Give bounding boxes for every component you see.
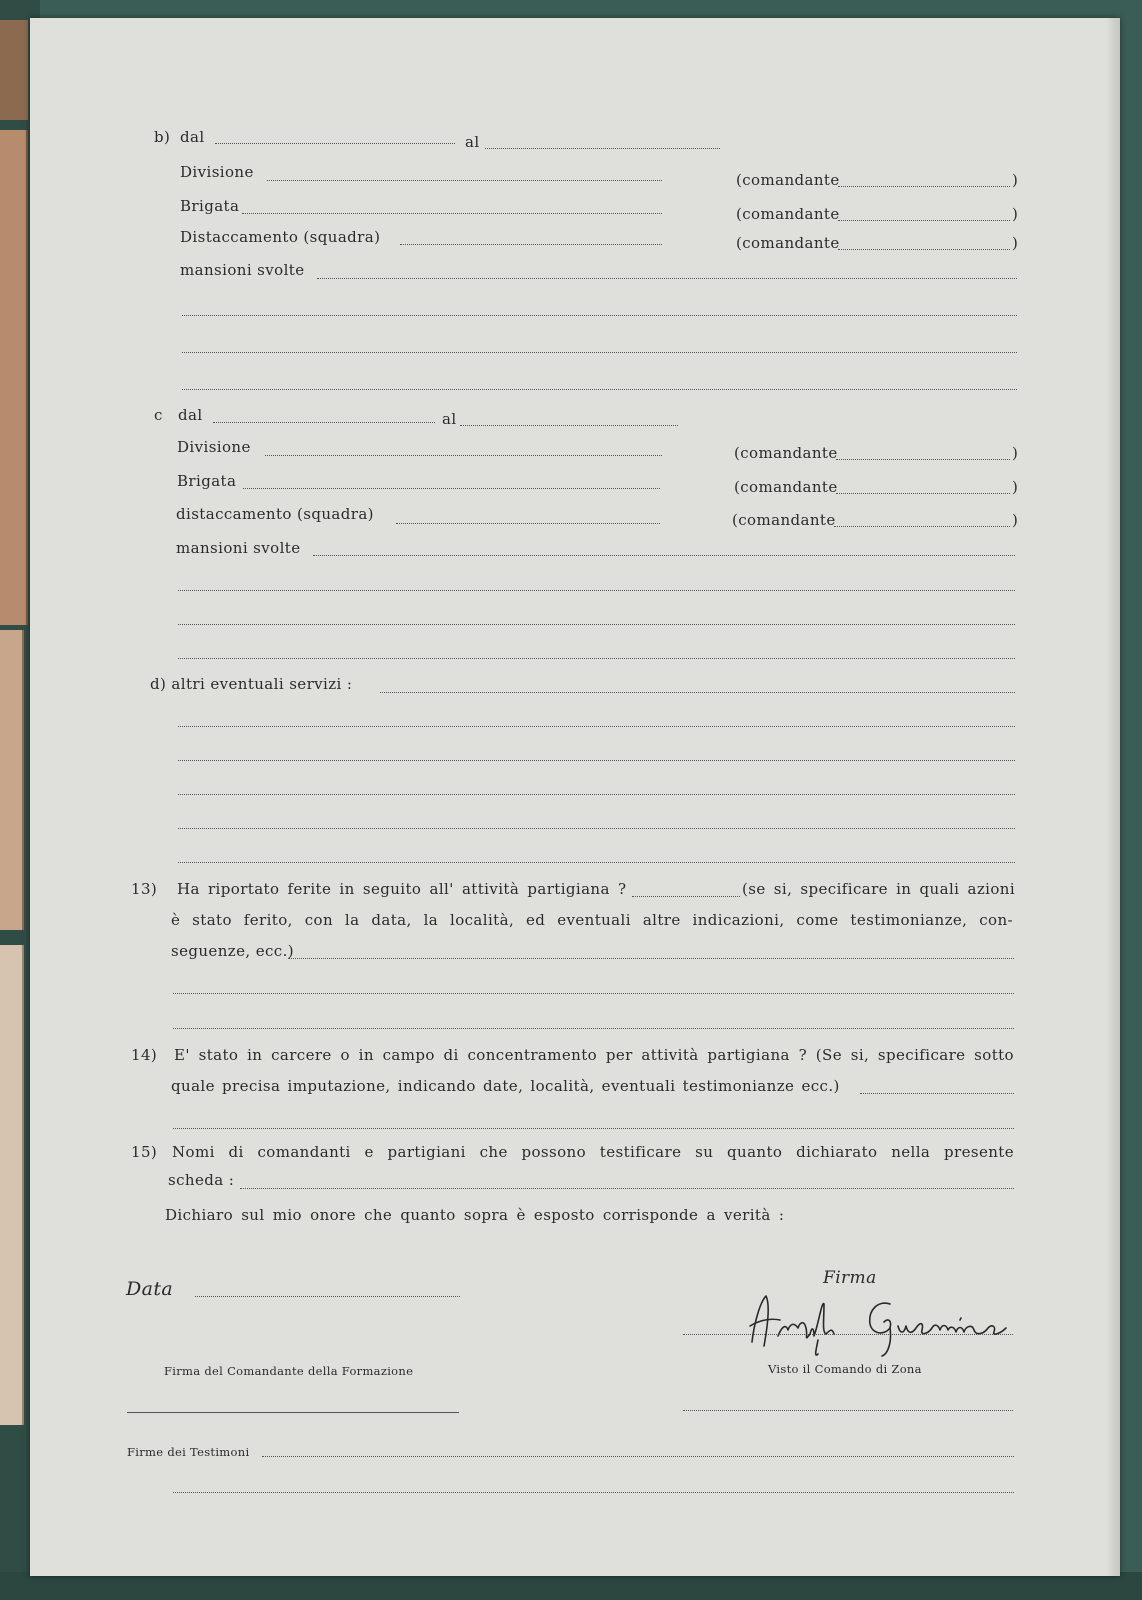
section-c-mansioni-line[interactable] <box>178 590 1015 591</box>
background-book <box>0 130 28 625</box>
section-b-al-label: al <box>465 133 480 151</box>
q14-line[interactable] <box>173 1128 1014 1129</box>
testimoni-line[interactable] <box>173 1492 1014 1493</box>
section-c-distaccamento-field[interactable] <box>396 523 660 524</box>
q14-question: E' stato in carcere o in campo di concentramento per attività partigiana ? (Se si, specificare sotto <box>174 1046 1014 1064</box>
q15-question: Nomi di comandanti e partigiani che possono testificare su quanto dichiarato nella presente <box>172 1143 1014 1161</box>
section-b-al-field[interactable] <box>485 148 720 149</box>
section-c-al-field[interactable] <box>460 425 678 426</box>
section-b-distaccamento-comandante-label: (comandante <box>736 234 840 252</box>
section-b-brigata-label: Brigata <box>180 197 240 215</box>
comandante-formazione-field[interactable] <box>127 1412 459 1413</box>
comando-zona-label: Visto il Comando di Zona <box>768 1362 922 1376</box>
section-b-dal-field[interactable] <box>215 143 455 144</box>
section-b-mansioni-line[interactable] <box>182 352 1017 353</box>
declaration-text: Dichiaro sul mio onore che quanto sopra è esposto corrisponde a verità : <box>165 1206 785 1224</box>
section-c-divisione-field[interactable] <box>265 455 662 456</box>
section-c-mansioni-line[interactable] <box>178 658 1015 659</box>
section-b-divisione-comandante-field[interactable] <box>838 186 1010 187</box>
background-book <box>0 20 28 120</box>
section-b-mansioni-line[interactable] <box>182 315 1017 316</box>
section-d-line[interactable] <box>178 862 1015 863</box>
section-c-brigata-comandante-label: (comandante <box>734 478 838 496</box>
q14-question-cont: quale precisa imputazione, indicando date, località, eventuali testimonianze ecc.) <box>171 1077 840 1095</box>
section-b-distaccamento-label: Distaccamento (squadra) <box>180 228 381 246</box>
q13-number: 13) <box>131 880 158 898</box>
paren: ) <box>1012 234 1019 252</box>
section-b-divisione-label: Divisione <box>180 163 254 181</box>
section-c-brigata-field[interactable] <box>243 488 660 489</box>
section-c-mansioni-label: mansioni svolte <box>176 539 301 557</box>
q13-instructions-end: seguenze, ecc.) <box>171 942 294 960</box>
section-b-marker: b) <box>154 128 171 146</box>
background-book <box>0 630 24 930</box>
paren: ) <box>1012 205 1019 223</box>
q13-field[interactable] <box>288 958 1014 959</box>
section-c-divisione-comandante-label: (comandante <box>734 444 838 462</box>
section-b-divisione-comandante-label: (comandante <box>736 171 840 189</box>
section-b-mansioni-label: mansioni svolte <box>180 261 305 279</box>
section-d-label: d) altri eventuali servizi : <box>150 675 353 693</box>
section-b-distaccamento-field[interactable] <box>400 244 662 245</box>
section-c-marker: c <box>154 406 163 424</box>
q13-line[interactable] <box>173 993 1014 994</box>
section-b-dal-label: dal <box>180 128 205 146</box>
testimoni-label: Firme dei Testimoni <box>127 1445 250 1459</box>
q13-question: Ha riportato ferite in seguito all' attività partigiana ? <box>177 880 627 898</box>
q13-answer-field[interactable] <box>632 896 740 897</box>
section-b-distaccamento-comandante-field[interactable] <box>838 249 1010 250</box>
section-c-distaccamento-comandante-field[interactable] <box>834 526 1010 527</box>
section-c-al-label: al <box>442 410 457 428</box>
section-c-divisione-comandante-field[interactable] <box>836 459 1010 460</box>
section-c-divisione-label: Divisione <box>177 438 251 456</box>
q15-field[interactable] <box>240 1188 1014 1189</box>
section-c-dal-label: dal <box>178 406 203 424</box>
section-c-brigata-comandante-field[interactable] <box>836 493 1010 494</box>
testimoni-field[interactable] <box>262 1456 1014 1457</box>
data-label: Data <box>126 1278 174 1300</box>
section-c-dal-field[interactable] <box>213 422 435 423</box>
section-d-line[interactable] <box>178 726 1015 727</box>
section-d-line[interactable] <box>178 794 1015 795</box>
background-bottom <box>0 1572 1142 1600</box>
background-book <box>0 945 24 1425</box>
section-d-field[interactable] <box>380 692 1015 693</box>
paren: ) <box>1012 444 1019 462</box>
q15-number: 15) <box>131 1143 158 1161</box>
q15-question-cont: scheda : <box>168 1171 235 1189</box>
form-page <box>30 18 1120 1576</box>
comandante-formazione-label: Firma del Comandante della Formazione <box>164 1364 414 1378</box>
firma-label: Firma <box>823 1268 877 1288</box>
q13-instructions-cont: è stato ferito, con la data, la località, ed eventuali altre indicazioni, come testimonianze, con- <box>171 911 1013 929</box>
section-c-mansioni-line[interactable] <box>178 624 1015 625</box>
q14-field[interactable] <box>860 1093 1014 1094</box>
section-b-divisione-field[interactable] <box>267 180 662 181</box>
section-b-brigata-comandante-label: (comandante <box>736 205 840 223</box>
section-c-distaccamento-comandante-label: (comandante <box>732 511 836 529</box>
handwritten-signature <box>740 1290 1020 1360</box>
paren: ) <box>1012 478 1019 496</box>
section-b-brigata-comandante-field[interactable] <box>838 220 1010 221</box>
data-field[interactable] <box>195 1296 460 1297</box>
q13-instructions: (se si, specificare in quali azioni <box>742 880 1016 898</box>
section-c-brigata-label: Brigata <box>177 472 237 490</box>
section-b-mansioni-field[interactable] <box>317 278 1017 279</box>
section-d-line[interactable] <box>178 828 1015 829</box>
q14-number: 14) <box>131 1046 158 1064</box>
paren: ) <box>1012 171 1019 189</box>
q13-line[interactable] <box>173 1028 1014 1029</box>
paren: ) <box>1012 511 1019 529</box>
section-c-distaccamento-label: distaccamento (squadra) <box>176 505 374 523</box>
comando-zona-field[interactable] <box>683 1410 1013 1411</box>
section-c-mansioni-field[interactable] <box>313 555 1015 556</box>
section-d-line[interactable] <box>178 760 1015 761</box>
section-b-brigata-field[interactable] <box>242 213 662 214</box>
section-b-mansioni-line[interactable] <box>182 389 1017 390</box>
